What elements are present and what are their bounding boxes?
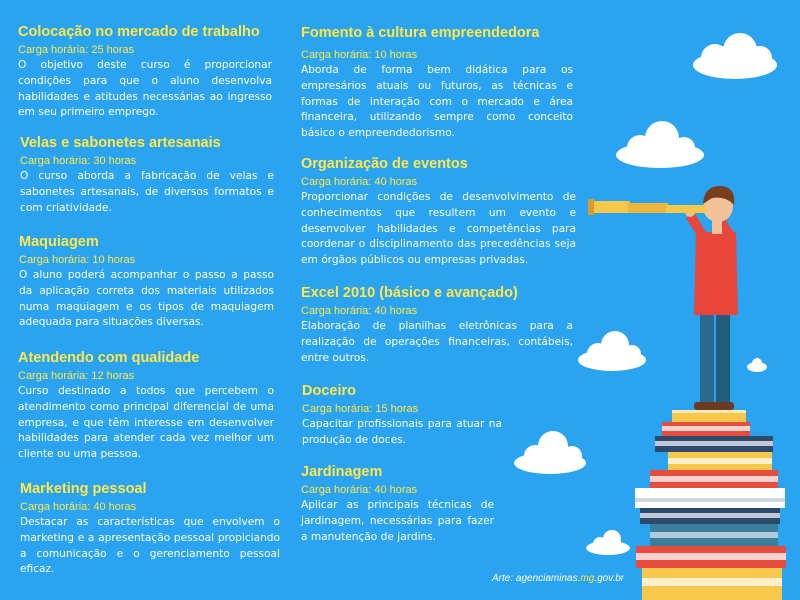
course-title: Colocação no mercado de trabalho	[18, 24, 260, 40]
book	[662, 422, 750, 436]
cloud-icon	[616, 121, 704, 168]
course-description: Destacar as características que envolvem o marketing e a apresentação pessoal propiciando a comunicação e o gerenciamento pessoal eficaz.	[20, 516, 280, 576]
course-title: Fomento à cultura empreendedora	[301, 25, 540, 41]
book	[668, 452, 772, 470]
course-description: Aborda de forma bem didática para os empresários atuais ou futuros, as técnicas e formas de interação com o mercado e área financeira, utilizando sempre como conceito básico o empreendedorismo.	[301, 64, 573, 140]
course-description: O aluno poderá acompanhar o passo a passo da aplicação correta dos materiais utilizados numa maquiagem e os tipos de maquiagem adequada para situações diversas.	[19, 269, 274, 329]
course-title: Atendendo com qualidade	[18, 350, 200, 366]
course-hours: Carga horária: 40 horas	[301, 484, 418, 496]
book	[636, 546, 786, 568]
course-hours: Carga horária: 40 horas	[301, 305, 418, 317]
book	[635, 488, 785, 508]
credit-highlight: mg	[580, 573, 595, 584]
course-description: Proporcionar condições de desenvolvimento de conhecimentos que resultem um evento e desenvolver habilidades e competências para coordenar o disciplinamento das precedências seja em órgãos públicos ou empresas privadas.	[301, 191, 576, 267]
cloud-icon	[586, 530, 630, 555]
course-card	[302, 382, 502, 449]
cloud-icon	[514, 431, 586, 474]
cloud-icon	[747, 358, 767, 372]
course-hours: Carga horária: 12 horas	[18, 370, 135, 382]
course-card	[301, 155, 576, 269]
course-hours: Carga horária: 40 horas	[20, 501, 137, 513]
course-title: Jardinagem	[301, 464, 383, 480]
book	[655, 436, 773, 452]
course-card	[20, 134, 274, 216]
course-hours: Carga horária: 30 horas	[20, 155, 137, 167]
course-hours: Carga horária: 10 horas	[19, 254, 136, 266]
course-hours: Carga horária: 15 horas	[302, 403, 419, 415]
course-card	[301, 284, 573, 366]
course-card	[18, 349, 274, 463]
course-card	[18, 23, 272, 121]
course-description: Aplicar as principais técnicas de jardinagem, necessárias para fazer a manutenção de jardins.	[301, 499, 494, 543]
course-title: Velas e sabonetes artesanais	[20, 135, 221, 151]
art-credit	[492, 573, 624, 584]
course-description: O objetivo deste curso é proporcionar condições para que o aluno desenvolva habilidades e atitudes necessárias ao ingresso em seu primeiro emprego.	[18, 59, 272, 119]
book	[650, 470, 778, 488]
credit-prefix: Arte: agenciaminas.	[492, 573, 581, 584]
course-card	[301, 24, 573, 142]
course-title: Organização de eventos	[301, 156, 468, 172]
course-title: Maquiagem	[19, 234, 99, 250]
book	[650, 524, 778, 546]
course-hours: Carga horária: 10 horas	[301, 49, 418, 61]
course-description: O curso aborda a fabricação de velas e sabonetes artesanais, de diversos formatos e com criatividade.	[20, 170, 274, 214]
course-card	[19, 233, 274, 331]
person-with-telescope	[588, 186, 738, 410]
course-title: Marketing pessoal	[20, 481, 147, 497]
course-description: Capacitar profissionais para atuar na produção de doces.	[302, 418, 502, 446]
cloud-icon	[578, 331, 646, 371]
credit-suffix: .gov.br	[594, 573, 625, 584]
course-title: Excel 2010 (básico e avançado)	[301, 285, 518, 301]
course-card	[20, 480, 280, 578]
course-description: Curso destinado a todos que percebem o atendimento como principal diferencial de uma empresa, e que têm interesse em desenvolver habilidades para atender cada vez melhor um cliente ou uma pessoa.	[18, 385, 274, 461]
course-hours: Carga horária: 25 horas	[18, 44, 135, 56]
cloud-icon	[693, 33, 777, 79]
course-description: Elaboração de planilhas eletrônicas para a realização de operações financeiras, contábeis, entre outros.	[301, 320, 573, 364]
course-hours: Carga horária: 40 horas	[301, 176, 418, 188]
telescope-icon	[588, 199, 706, 215]
book	[640, 508, 780, 524]
book	[672, 410, 746, 422]
course-title: Doceiro	[302, 383, 356, 399]
book	[642, 568, 782, 600]
course-card	[301, 463, 494, 545]
book-stack	[635, 410, 786, 600]
